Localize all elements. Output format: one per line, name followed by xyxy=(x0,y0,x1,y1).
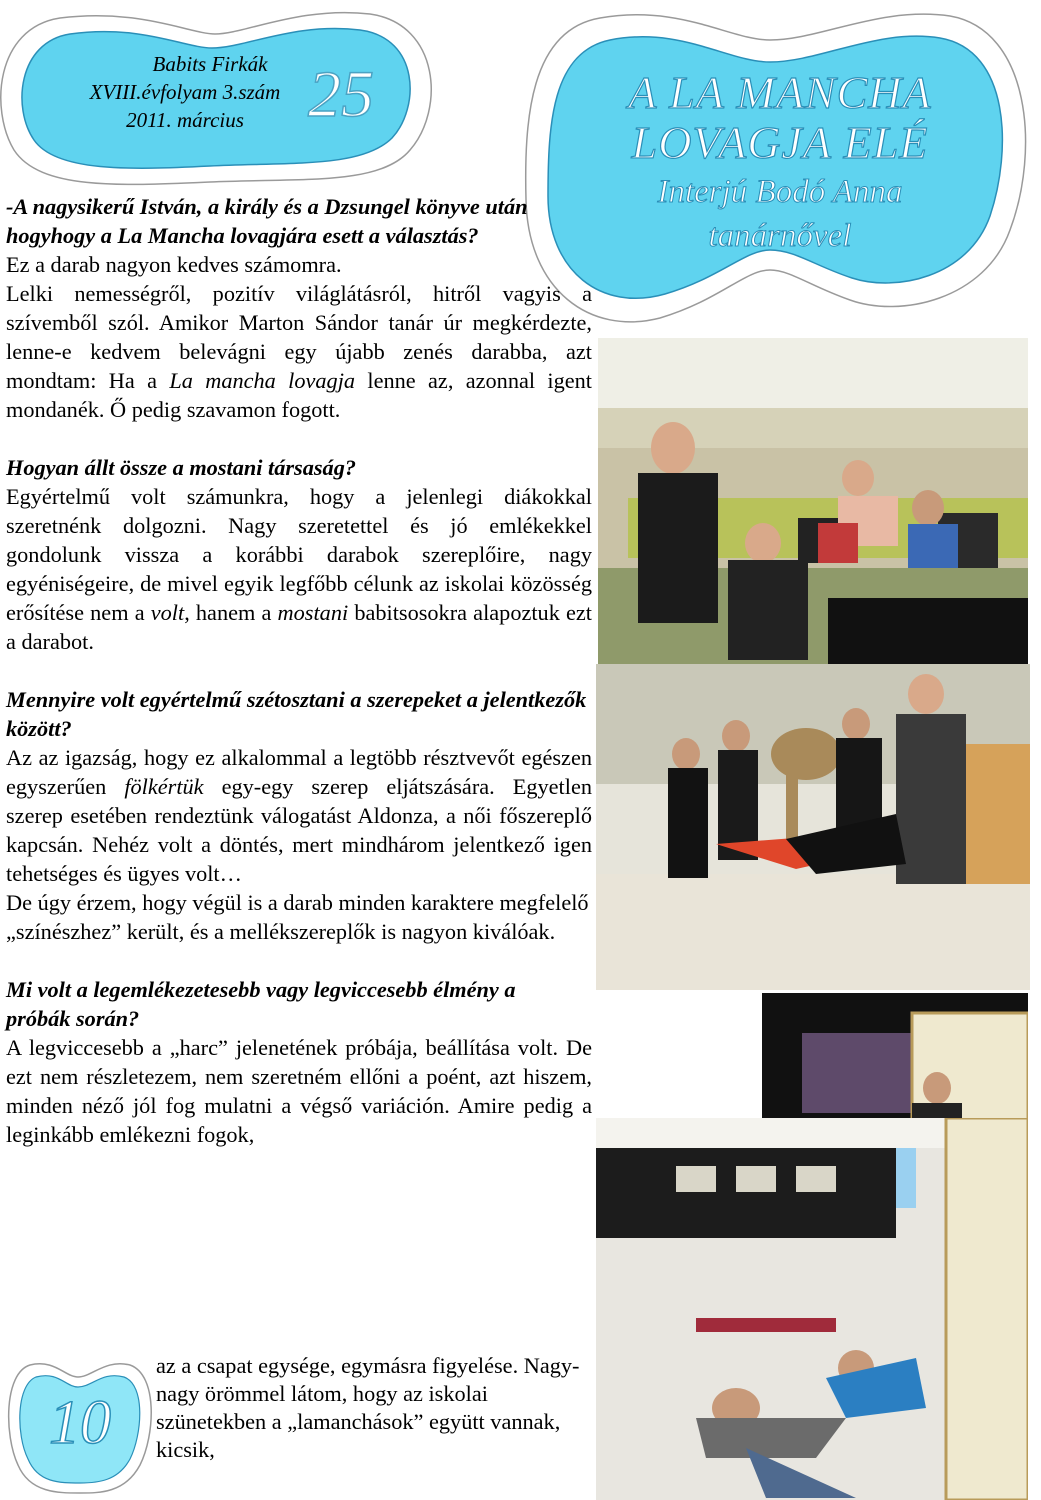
page-number-bottom: 10 xyxy=(49,1389,111,1457)
question-1: -A nagysikerű István, a király és a Dzsungel könyve után hogyhogy a La Mancha lovagjára esett a választás? xyxy=(6,194,528,248)
photo-rehearsal-fight xyxy=(596,1118,1028,1500)
answer-1-lead: Ez a darab nagyon kedves számomra. xyxy=(6,252,342,277)
masthead-date: 2011. március xyxy=(126,108,244,132)
answer-3-part2: egy-egy szerep eljátszására. Egyetlen szerep esetében rendeztünk válogatást Aldonza, a női főszereplő kapcsán. Nehéz volt a döntés, mert mindhárom jelentkező igen tehetséges és ügyes volt… xyxy=(6,774,592,886)
question-2: Hogyan állt össze a mostani társaság? xyxy=(6,455,356,480)
answer-2-italic-2: mostani xyxy=(277,600,349,625)
answer-4-tail xyxy=(156,1352,596,1464)
answer-2-part2: , hanem a xyxy=(184,600,278,625)
title-line-1: A LA MANCHA xyxy=(628,67,932,118)
answer-3-part1: Az az igazság, hogy ez alkalommal a legtöbb résztvevőt egészen egyszerűen xyxy=(6,745,592,799)
answer-4: A legviccesebb a „harc” jelenetének próbája, beállítása volt. De ezt nem részletezem, nem szeretném ellőni a poént, azt hiszem, minden néző jól fog mulatni a végső variáción. Amire pedig a leginkább emlékezni fogok, xyxy=(6,1035,592,1147)
answer-3-italic: fölkértük xyxy=(124,774,204,799)
subtitle-line-1: Interjú Bodó Anna xyxy=(657,174,903,210)
answer-4-tail-text: az a csapat egysége, egymásra figyelése. Nagy-nagy örömmel látom, hogy az iskolai szünetekben a „lamanchások” együtt vannak, kicsik, xyxy=(156,1353,580,1462)
article-title xyxy=(560,68,1000,256)
answer-2-part3: babitsosokra alapoztuk ezt a darabot. xyxy=(6,600,592,654)
article-body xyxy=(6,192,592,1149)
answer-1-part2: lenne az, azonnal igent mondanék. Ő pedig szavamon fogott. xyxy=(6,368,592,422)
masthead-title: Babits Firkák xyxy=(152,52,268,76)
subtitle-line-2: tanárnővel xyxy=(708,218,852,254)
answer-3 xyxy=(6,743,592,888)
question-4: Mi volt a legemlékezetesebb vagy legviccesebb élmény a próbák során? xyxy=(6,977,516,1031)
question-3: Mennyire volt egyértelmű szétosztani a szerepeket a jelentkezők között? xyxy=(6,687,587,741)
answer-1 xyxy=(6,279,592,424)
photo-rehearsal-lift xyxy=(596,664,1030,990)
photo-rehearsal-classroom xyxy=(598,338,1028,664)
answer-1-italic: La mancha lovagja xyxy=(169,368,356,393)
title-line-2: LOVAGJA ELÉ xyxy=(631,117,929,168)
answer-2 xyxy=(6,482,592,656)
page-number-top: 25 xyxy=(308,58,374,131)
answer-2-italic-1: volt xyxy=(150,600,185,625)
masthead-issue: XVIII.évfolyam 3.szám xyxy=(89,80,281,104)
answer-3-continued: De úgy érzem, hogy végül is a darab minden karaktere megfelelő „színészhez” került, és a mellékszereplők is nagyon kiválóak. xyxy=(6,890,589,944)
answer-2-part1: Egyértelmű volt számunkra, hogy a jelenlegi diákokkal szeretnénk dolgozni. Nagy szeretettel és jó emlékekkel gondolunk vissza a korábbi darabok szereplőire, nagy egyéniségeire, de mivel egyik legfőbb célunk az iskolai közösség erősítése nem a xyxy=(6,484,592,625)
answer-1-part1: Lelki nemességről, pozitív világlátásról, hitről vagyis a szívemből szól. Amikor Marton Sándor tanár úr megkérdezte, lenne-e kedvem belevágni egy újabb zenés darabba, azt mondtam: Ha a xyxy=(6,281,592,393)
